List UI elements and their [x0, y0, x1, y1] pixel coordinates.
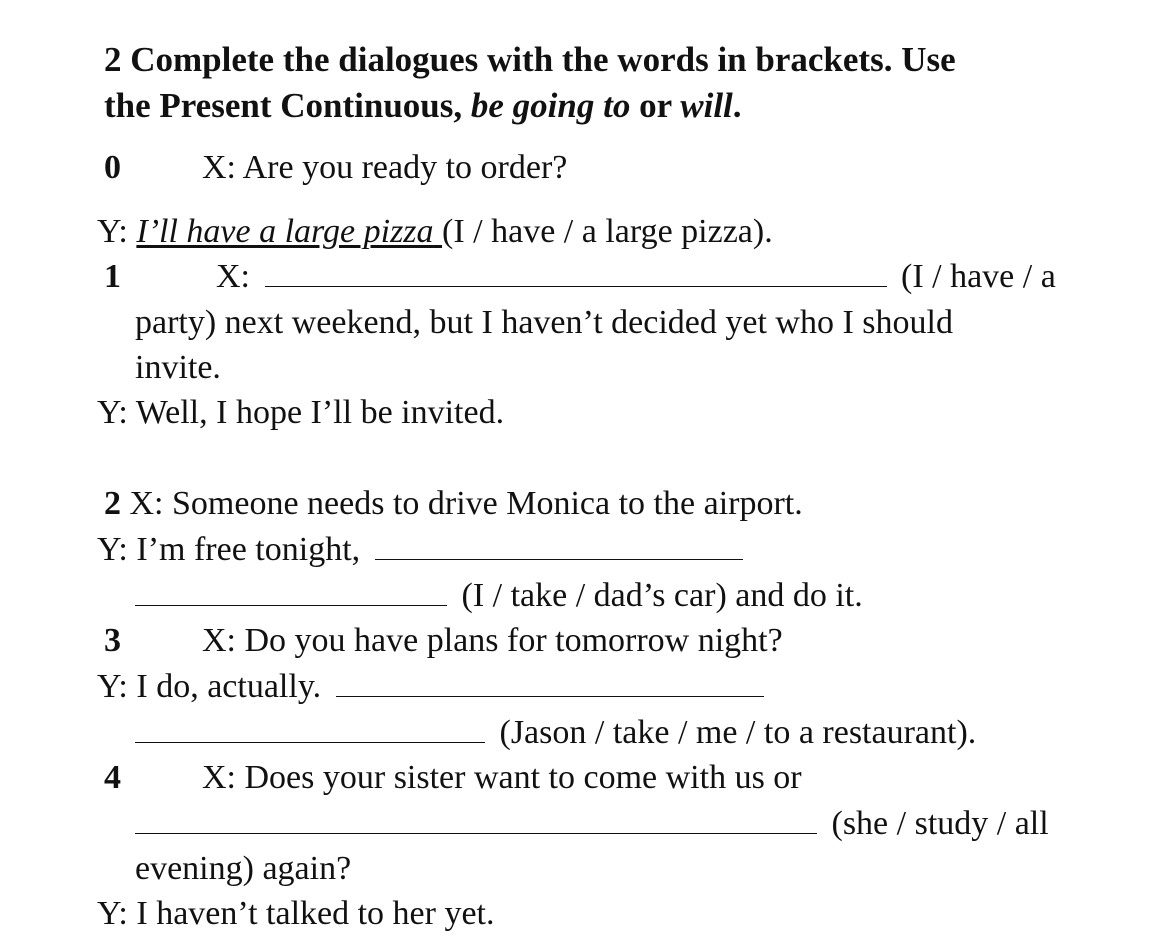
answer-blank[interactable]	[375, 533, 743, 560]
item-1-y-text: Y: Well, I hope I’ll be invited.	[97, 394, 505, 431]
answer-blank[interactable]	[135, 807, 817, 834]
item-3-cue: (Jason / take / me / to a restaurant).	[499, 714, 977, 751]
item-3-continuation	[135, 713, 976, 753]
item-1-text: party) next weekend, but I haven’t decided yet who I should	[135, 304, 953, 341]
answer-blank[interactable]	[135, 716, 485, 743]
title-italic-will: will	[680, 86, 733, 125]
item-0-example-answer: I’ll have a large pizza	[136, 213, 434, 250]
title-text: 2 Complete the dialogues with the words in brackets. Use	[104, 40, 956, 79]
item-1-text: invite.	[135, 349, 221, 386]
item-3-y-text: Y: I do, actually.	[97, 668, 322, 705]
item-2-continuation	[135, 576, 863, 616]
item-2-y-line	[97, 530, 749, 570]
item-1-cue: (I / have / a	[901, 258, 1056, 295]
answer-blank[interactable]	[336, 670, 764, 697]
example-answer-underline-gap	[434, 213, 443, 250]
item-number: 1	[104, 258, 121, 295]
item-4-x-text: X: Does your sister want to come with us or	[202, 759, 802, 796]
speaker-x-label: X:	[216, 258, 250, 295]
item-4-text: evening) again?	[135, 850, 352, 887]
item-0-x-line	[104, 148, 567, 188]
item-3-y-line	[97, 667, 770, 707]
item-4-continuation-1	[135, 804, 1049, 844]
item-4-cue: (she / study / all	[831, 805, 1049, 842]
item-1-continuation-1	[135, 303, 953, 343]
speaker-y-label: Y:	[97, 213, 128, 250]
item-1-continuation-2	[135, 348, 221, 388]
item-number: 2	[104, 485, 121, 522]
item-0-x-text: X: Are you ready to order?	[202, 149, 568, 186]
title-italic-be-going-to: be going to	[470, 86, 631, 125]
item-0-y-line	[97, 212, 773, 252]
item-4-y-line	[97, 894, 495, 934]
item-number: 4	[104, 759, 121, 796]
item-2-y-text: Y: I’m free tonight,	[97, 531, 361, 568]
answer-blank[interactable]	[135, 579, 447, 606]
item-number: 0	[104, 149, 121, 186]
item-0-cue: (I / have / a large pizza).	[442, 213, 773, 250]
item-4-x-line	[104, 758, 802, 798]
title-text: the Present Continuous,	[104, 86, 463, 125]
item-3-x-text: X: Do you have plans for tomorrow night?	[202, 622, 783, 659]
item-4-continuation-2	[135, 849, 351, 889]
item-number: 3	[104, 622, 121, 659]
item-2-cue: (I / take / dad’s car) and do it.	[461, 577, 863, 614]
exercise-title-line-2	[104, 86, 742, 126]
item-3-x-line	[104, 621, 783, 661]
exercise-title-line-1	[104, 40, 956, 80]
title-period: .	[732, 86, 742, 125]
answer-blank[interactable]	[265, 260, 887, 287]
title-text: or	[639, 86, 672, 125]
item-4-y-text: Y: I haven’t talked to her yet.	[97, 895, 495, 932]
item-2-x-line	[104, 484, 803, 524]
item-1-x-line	[104, 257, 1056, 297]
item-1-y-line	[97, 393, 504, 433]
item-2-x-text: X: Someone needs to drive Monica to the airport.	[129, 485, 803, 522]
